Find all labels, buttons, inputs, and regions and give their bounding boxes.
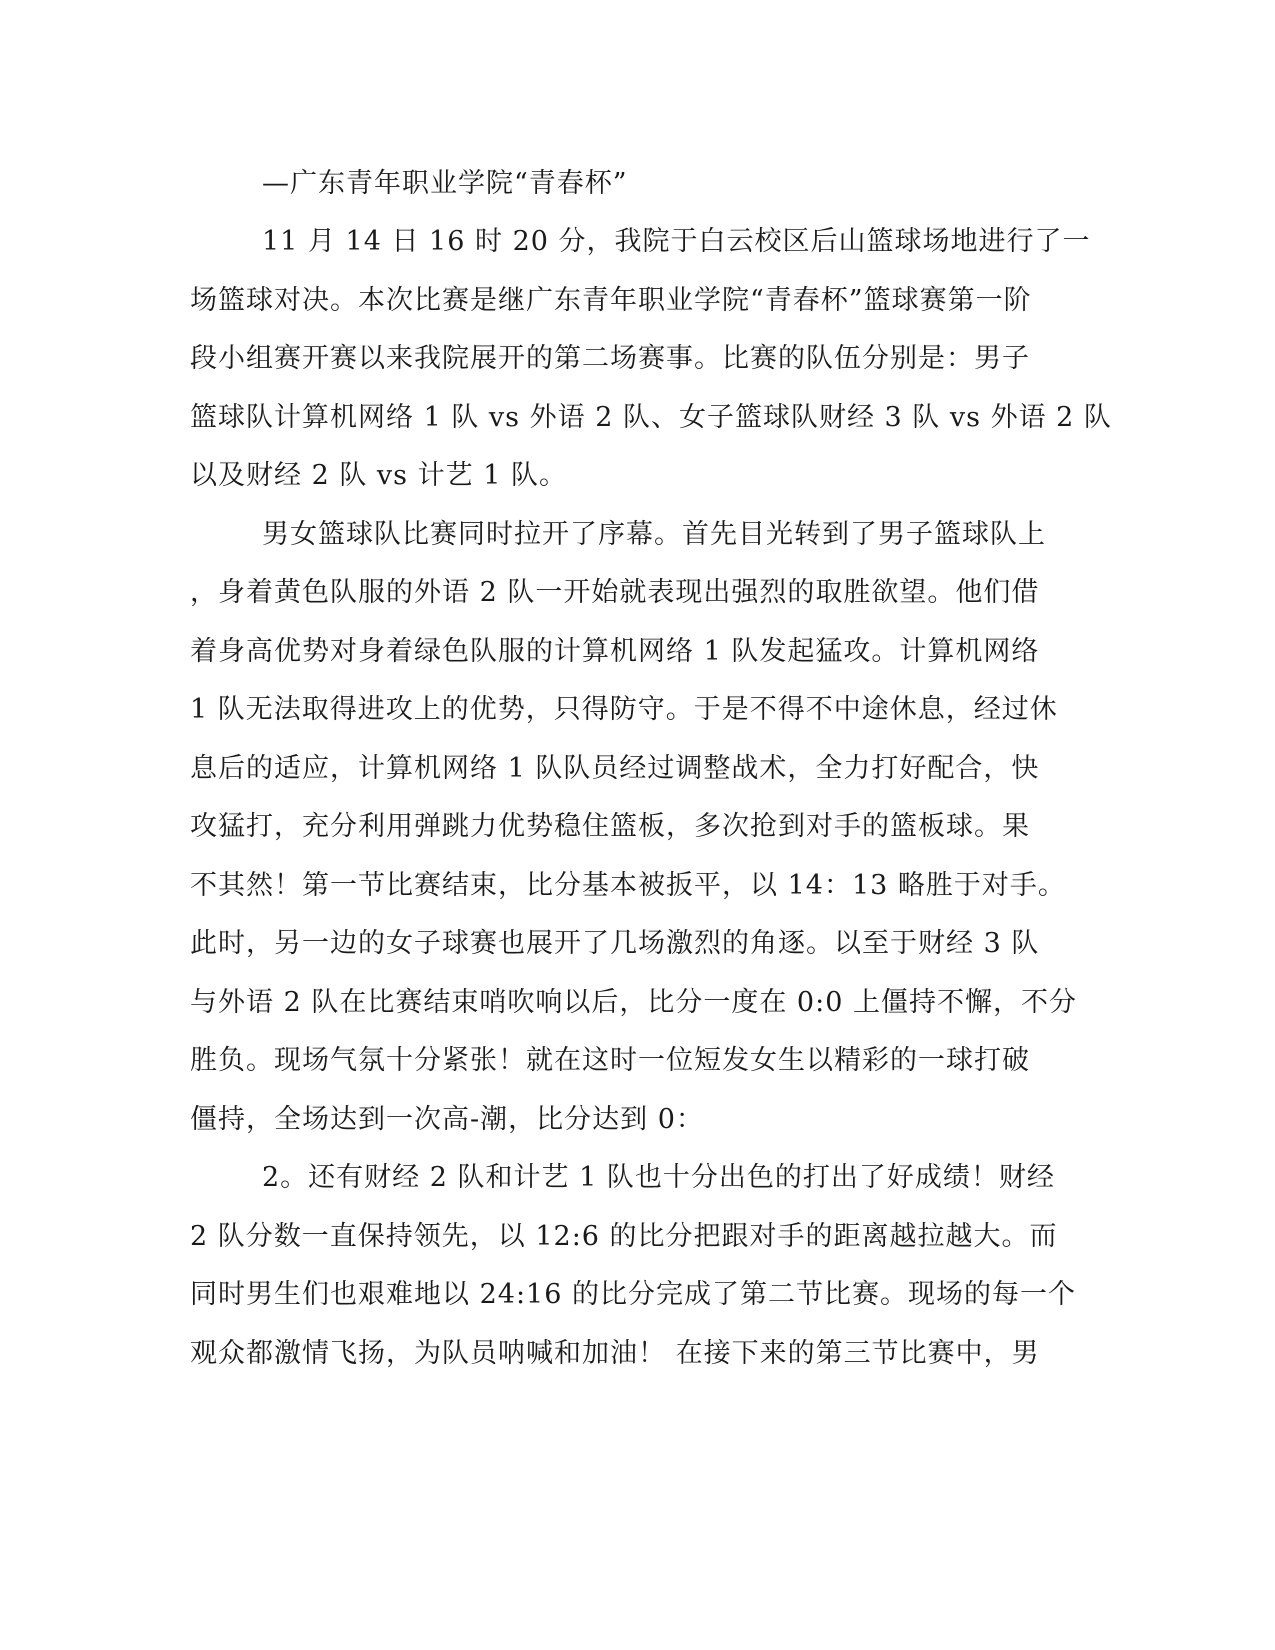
paragraph-line: 2 队分数一直保持领先，以 12:6 的比分把跟对手的距离越拉越大。而 <box>190 1221 1058 1252</box>
paragraph-line: 同时男生们也艰难地以 24:16 的比分完成了第二节比赛。现场的每一个 <box>190 1279 1076 1310</box>
paragraph-line: 11 月 14 日 16 时 20 分，我院于白云校区后山篮球场地进行了一 <box>262 226 1091 257</box>
paragraph-line: 与外语 2 队在比赛结束哨吹响以后，比分一度在 0:0 上僵持不懈，不分 <box>190 987 1077 1018</box>
paragraph-line: 1 队无法取得进攻上的优势，只得防守。于是不得不中途休息，经过休 <box>190 694 1058 725</box>
paragraph-line: 2。还有财经 2 队和计艺 1 队也十分出色的打出了好成绩！财经 <box>262 1162 1055 1193</box>
paragraph-line: 此时，另一边的女子球赛也展开了几场激烈的角逐。以至于财经 3 队 <box>190 928 1040 959</box>
paragraph-line: 攻猛打，充分利用弹跳力优势稳住篮板，多次抢到对手的篮板球。果 <box>190 811 1030 842</box>
paragraph-line: 不其然！第一节比赛结束，比分基本被扳平，以 14：13 略胜于对手。 <box>190 870 1066 901</box>
paragraph-line: 场篮球对决。本次比赛是继广东青年职业学院“青春杯”篮球赛第一阶 <box>190 285 1032 316</box>
paragraph-line: 以及财经 2 队 vs 计艺 1 队。 <box>190 460 567 491</box>
paragraph-line: 观众都激情飞扬，为队员呐喊和加油！ 在接下来的第三节比赛中，男 <box>190 1338 1040 1369</box>
paragraph-line: 僵持，全场达到一次高-潮，比分达到 0： <box>190 1104 704 1135</box>
paragraph-line: 息后的适应，计算机网络 1 队队员经过调整战术，全力打好配合，快 <box>190 753 1040 784</box>
paragraph-line: 篮球队计算机网络 1 队 vs 外语 2 队、女子篮球队财经 3 队 vs 外语 2 队 <box>190 402 1112 433</box>
subtitle: —广东青年职业学院“青春杯” <box>262 168 628 199</box>
paragraph-line: 胜负。现场气氛十分紧张！就在这时一位短发女生以精彩的一球打破 <box>190 1045 1030 1076</box>
paragraph-line: 男女篮球队比赛同时拉开了序幕。首先目光转到了男子篮球队上 <box>262 519 1046 550</box>
paragraph-line: ，身着黄色队服的外语 2 队一开始就表现出强烈的取胜欲望。他们借 <box>190 577 1040 608</box>
paragraph-line: 段小组赛开赛以来我院展开的第二场赛事。比赛的队伍分别是：男子 <box>190 343 1030 374</box>
paragraph-line: 着身高优势对身着绿色队服的计算机网络 1 队发起猛攻。计算机网络 <box>190 636 1040 667</box>
